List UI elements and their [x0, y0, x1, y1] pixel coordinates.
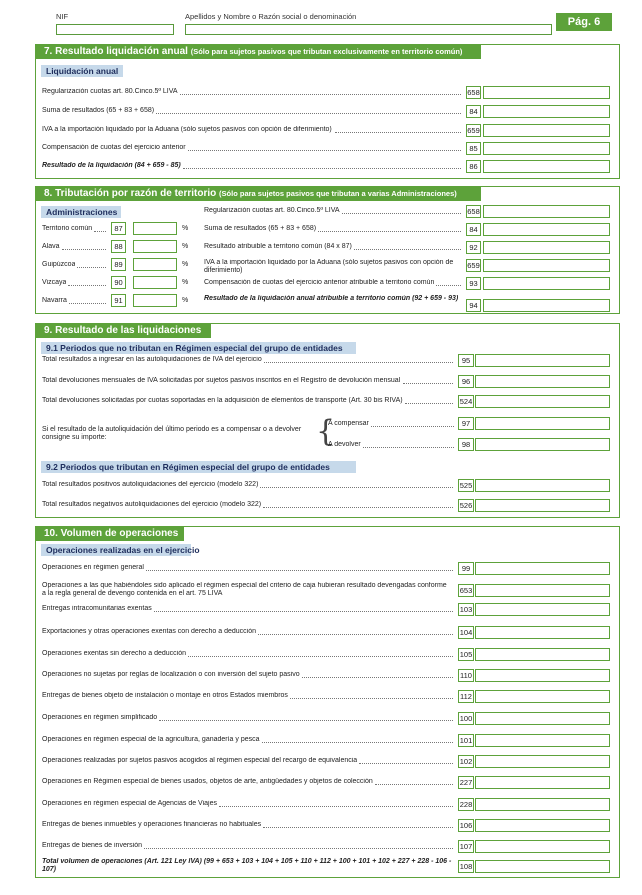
sec8-admin-row-89	[42, 261, 108, 274]
sec8-admin-label: Territorio común	[42, 225, 93, 232]
sec10-row-101-amount-field[interactable]	[475, 734, 610, 747]
sec9-2-row-526-row	[42, 501, 455, 514]
sec9-1-row-95-leader-dots	[264, 362, 453, 363]
sec8-right-row-658-label: Regularización cuotas art. 80.Cinco.5ª LIVA	[204, 207, 340, 214]
sec10-row-99-code: 99	[458, 562, 474, 575]
sec8-right-row-92-leader-dots	[354, 249, 461, 250]
sec8-right-row-658-code: 658	[467, 207, 480, 216]
section-10-subheader: Operaciones realizadas en el ejercicio	[41, 544, 191, 556]
sec9-1-row-96-leader-dots	[403, 383, 453, 384]
sec8-right-row-93-row	[204, 279, 463, 292]
sec9-1-row-524-code: 524	[459, 397, 473, 406]
section-8-title	[36, 187, 481, 201]
sec10-row-100-row	[42, 714, 455, 727]
sec7-row-84-amount-field[interactable]	[483, 105, 610, 118]
sec8-right-row-93-code: 93	[466, 277, 481, 290]
sec10-row-107-amount-field[interactable]	[475, 840, 610, 853]
section-7-subtitle: (Sólo para sujetos pasivos que tributan exclusivamente en territorio común)	[190, 47, 463, 56]
sec9-devolver-code: 98	[458, 438, 474, 451]
sec10-row-653-code: 653	[459, 586, 473, 595]
sec10-row-105-code: 105	[459, 650, 473, 659]
sec10-row-104-code: 104	[459, 628, 473, 637]
sec10-row-107-code: 107	[459, 842, 473, 851]
sec8-admin-label: Álava	[42, 243, 60, 250]
sec9-2-row-526-label: Total resultados negativos autoliquidaciones del ejercicio (modelo 322)	[42, 501, 262, 508]
sec9-brace: {	[316, 414, 336, 449]
sec10-row-112-leader-dots	[290, 698, 453, 699]
sec8-admin-code-88: 88	[111, 240, 126, 253]
sec7-row-85-leader-dots	[188, 150, 461, 151]
sec7-row-85-amount-field[interactable]	[483, 142, 610, 155]
sec8-admin-row-87	[42, 225, 108, 238]
sec10-row-99-amount-field[interactable]	[475, 562, 610, 575]
sec10-row-101-label: Operaciones en régimen especial de la agricultura, ganadería y pesca	[42, 736, 260, 743]
sec10-row-653-row	[42, 582, 455, 600]
sec10-row-101-leader-dots	[262, 742, 453, 743]
sec10-row-108-label: Total volumen de operaciones (Art. 121 Ley IVA) (99 + 653 + 103 + 104 + 105 + 110 + 112 + 100 + 101 + 102 + 227 + 228 - 106 - 107)	[42, 858, 452, 873]
sec7-row-85-row	[42, 144, 463, 157]
sec10-row-112-label: Entregas de bienes objeto de instalación o montaje en otros Estados miembros	[42, 692, 288, 699]
sec10-row-106-code: 106	[459, 821, 473, 830]
sec7-row-659-amount-field[interactable]	[483, 124, 610, 137]
sec7-row-659-row	[42, 126, 463, 139]
sec8-right-row-92-row	[204, 243, 463, 256]
sec10-row-107-row	[42, 842, 455, 855]
sec9-devolver-row	[328, 441, 456, 454]
sec9-compensar-code: 97	[458, 417, 474, 430]
sec7-row-659-label: IVA a la importación liquidado por la Aduana (sólo sujetos pasivos con opción de diferimiento)	[42, 126, 332, 133]
sec9-2-row-526-amount-field[interactable]	[475, 499, 610, 512]
section-8-subheader: Administraciones	[41, 206, 121, 218]
sec8-admin-leader-dots	[69, 303, 106, 304]
sec9-compensar-label: A compensar	[328, 420, 369, 427]
section-9-1-subheader: 9.1 Periodos que no tributan en Régimen especial del grupo de entidades	[41, 342, 356, 354]
sec10-row-104-row	[42, 628, 455, 641]
sec7-row-658-row	[42, 88, 463, 101]
sec9-devolver-leader-dots	[363, 447, 454, 448]
sec8-admin-leader-dots	[77, 267, 106, 268]
sec8-right-row-94-amount-field[interactable]	[483, 299, 610, 312]
sec8-admin-leader-dots	[68, 285, 106, 286]
name-label: Apellidos y Nombre o Razón social o denominación	[185, 12, 357, 21]
sec9-1-row-96-row	[42, 377, 455, 390]
sec9-1-row-95-row	[42, 356, 455, 369]
sec8-admin-percent-field-88[interactable]	[133, 240, 177, 253]
sec8-right-row-94-row	[204, 295, 463, 313]
sec8-right-row-84-code: 84	[466, 223, 481, 236]
sec8-right-row-94-code: 94	[466, 299, 481, 312]
sec8-right-row-658-amount-field[interactable]	[483, 205, 610, 218]
sec8-right-row-84-label: Suma de resultados (65 + 83 + 658)	[204, 225, 317, 232]
sec8-right-row-84-amount-field[interactable]	[483, 223, 610, 236]
sec9-devolver-label: A devolver	[328, 441, 361, 448]
sec10-row-110-amount-field[interactable]	[475, 669, 610, 682]
sec9-2-row-526-leader-dots	[263, 507, 453, 508]
sec10-row-228-row	[42, 800, 455, 813]
sec8-right-row-658-row	[204, 207, 463, 220]
section-7-subheader: Liquidación anual	[41, 65, 123, 77]
sec10-row-110-label: Operaciones no sujetas por reglas de localización o con inversión del sujeto pasivo	[42, 671, 300, 678]
sec8-right-row-659-label: IVA a la importación liquidado por la Aduana (sólo sujetos pasivos con opción de diferimiento)	[204, 259, 454, 274]
sec9-2-row-525-leader-dots	[260, 487, 453, 488]
sec7-row-86-row	[42, 162, 463, 175]
section-10-title: 10. Volumen de operaciones	[36, 527, 184, 541]
sec8-right-row-92-code: 92	[466, 241, 481, 254]
sec7-row-84-leader-dots	[156, 113, 461, 114]
sec8-admin-row-91	[42, 297, 108, 310]
sec9-compensar-row	[328, 420, 456, 433]
sec7-row-658-code: 658	[467, 88, 480, 97]
sec10-row-99-leader-dots	[146, 570, 453, 571]
sec10-row-107-leader-dots	[144, 848, 453, 849]
sec8-admin-code-89: 89	[111, 258, 126, 271]
name-field[interactable]	[185, 24, 552, 35]
sec10-row-108-row	[42, 858, 455, 876]
sec10-row-110-code: 110	[458, 669, 474, 682]
sec10-row-653-label: Operaciones a las que habiéndoles sido aplicado el régimen especial del criterio de caja hubieran resultado devengadas conforme a la regla general de devengo contenida en el art. 75 LIVA	[42, 582, 447, 597]
sec9-2-row-526-code: 526	[459, 501, 473, 510]
sec9-devolver-amount-field[interactable]	[475, 438, 610, 451]
nif-label: NIF	[56, 12, 69, 21]
sec7-row-659-leader-dots	[335, 132, 461, 133]
sec8-right-row-93-leader-dots	[436, 285, 461, 286]
sec7-row-84-label: Suma de resultados (65 + 83 + 658)	[42, 107, 155, 114]
sec8-admin-percent-field-91[interactable]	[133, 294, 177, 307]
sec10-row-227-row	[42, 778, 455, 791]
sec8-right-row-659-row	[204, 259, 463, 277]
sec8-admin-percent-field-89[interactable]	[133, 258, 177, 271]
section-8-title-text: 8. Tributación por razón de territorio	[44, 188, 217, 199]
sec8-admin-code-87: 87	[111, 222, 126, 235]
sec8-percent-symbol: %	[182, 225, 189, 232]
sec9-compensar-leader-dots	[371, 426, 454, 427]
sec7-row-84-row	[42, 107, 463, 120]
sec8-right-row-84-leader-dots	[318, 231, 461, 232]
sec10-row-106-leader-dots	[263, 827, 453, 828]
sec9-2-row-525-amount-field[interactable]	[475, 479, 610, 492]
sec8-admin-percent-field-87[interactable]	[133, 222, 177, 235]
sec10-row-100-code: 100	[459, 714, 473, 723]
sec10-row-105-label: Operaciones exentas sin derecho a deducción	[42, 650, 186, 657]
sec8-right-row-94-label: Resultado de la liquidación anual atribuible a territorio común (92 + 659 - 93)	[204, 295, 459, 302]
sec10-row-103-label: Entregas intracomunitarias exentas	[42, 605, 152, 612]
sec8-admin-leader-dots	[62, 249, 106, 250]
sec10-row-227-code: 227	[459, 778, 473, 787]
sec8-right-row-93-label: Compensación de cuotas del ejercicio anterior atribuible a territorio común	[204, 279, 435, 286]
sec10-row-105-row	[42, 650, 455, 663]
sec9-2-row-525-label: Total resultados positivos autoliquidaciones del ejercicio (modelo 322)	[42, 481, 259, 488]
sec7-row-85-label: Compensación de cuotas del ejercicio anterior	[42, 144, 186, 151]
sec10-row-227-label: Operaciones en Régimen especial de bienes usados, objetos de arte, antigüedades y objetos de colección	[42, 778, 373, 785]
sec10-row-107-label: Entregas de bienes de inversión	[42, 842, 143, 849]
sec7-row-85-code: 85	[466, 142, 481, 155]
sec8-right-row-92-amount-field[interactable]	[483, 241, 610, 254]
sec10-row-106-amount-field[interactable]	[475, 819, 610, 832]
sec7-row-658-label: Regularización cuotas art. 80.Cinco.5ª LIVA	[42, 88, 178, 95]
sec9-1-row-96-label: Total devoluciones mensuales de IVA solicitadas por sujetos pasivos inscritos en el Registro de devolución mensual	[42, 377, 401, 384]
sec8-percent-symbol: %	[182, 261, 189, 268]
sec10-row-108-amount-field[interactable]	[475, 860, 610, 873]
sec10-row-653-amount-field[interactable]	[475, 584, 610, 597]
sec9-1-row-524-amount-field[interactable]	[475, 395, 610, 408]
sec9-1-row-95-label: Total resultados a ingresar en las autoliquidaciones de IVA del ejercicio	[42, 356, 262, 363]
sec7-row-86-label: Resultado de la liquidación (84 + 659 - 85)	[42, 162, 181, 169]
sec10-row-102-amount-field[interactable]	[475, 755, 610, 768]
sec9-1-row-96-amount-field[interactable]	[475, 375, 610, 388]
sec10-row-102-row	[42, 757, 455, 770]
sec10-row-103-code: 103	[459, 605, 473, 614]
sec10-row-110-leader-dots	[302, 677, 453, 678]
sec8-right-row-84-row	[204, 225, 463, 238]
sec8-right-row-659-amount-field[interactable]	[483, 259, 610, 272]
sec10-row-106-row	[42, 821, 455, 834]
sec8-right-row-93-amount-field[interactable]	[483, 277, 610, 290]
sec10-row-227-leader-dots	[375, 784, 453, 785]
sec10-row-112-code: 112	[458, 690, 474, 703]
sec8-admin-row-88	[42, 243, 108, 256]
sec10-row-102-code: 102	[459, 757, 473, 766]
sec10-row-110-row	[42, 671, 455, 684]
sec7-row-86-leader-dots	[183, 168, 461, 169]
sec10-row-102-leader-dots	[359, 763, 453, 764]
sec10-row-228-code: 228	[459, 800, 473, 809]
sec10-row-105-amount-field[interactable]	[475, 648, 610, 661]
sec8-admin-label: Navarra	[42, 297, 67, 304]
sec10-row-103-row	[42, 605, 455, 618]
sec10-row-99-row	[42, 564, 455, 577]
sec8-admin-percent-field-90[interactable]	[133, 276, 177, 289]
sec10-row-101-code: 101	[459, 736, 473, 745]
sec8-right-row-658-leader-dots	[342, 213, 461, 214]
sec8-right-row-659-code: 659	[467, 261, 480, 270]
sec9-1-row-524-label: Total devoluciones solicitadas por cuotas soportadas en la adquisición de elementos de transporte (Art. 30 bis RIVA)	[42, 397, 403, 404]
section-7-title-text: 7. Resultado liquidación anual	[44, 46, 188, 57]
sec10-row-112-amount-field[interactable]	[475, 690, 610, 703]
sec7-row-84-code: 84	[466, 105, 481, 118]
sec9-1-row-95-amount-field[interactable]	[475, 354, 610, 367]
sec8-admin-label: Guipúzcoa	[42, 261, 76, 268]
sec8-admin-label: Vizcaya	[42, 279, 67, 286]
sec10-row-108-code: 108	[459, 862, 473, 871]
sec8-admin-code-90: 90	[111, 276, 126, 289]
section-9-2-subheader: 9.2 Periodos que tributan en Régimen especial del grupo de entidades	[41, 461, 356, 473]
sec7-row-86-code: 86	[466, 160, 481, 173]
section-7-title	[36, 45, 481, 59]
sec10-row-103-leader-dots	[154, 611, 453, 612]
sec8-percent-symbol: %	[182, 279, 189, 286]
sec8-percent-symbol: %	[182, 297, 189, 304]
sec8-admin-row-90	[42, 279, 108, 292]
sec10-row-102-label: Operaciones realizadas por sujetos pasivos acogidos al régimen especial del recargo de equivalencia	[42, 757, 358, 764]
sec7-row-659-code: 659	[467, 126, 480, 135]
nif-field[interactable]	[56, 24, 174, 35]
sec10-row-228-leader-dots	[219, 806, 453, 807]
sec7-row-658-leader-dots	[180, 94, 461, 95]
sec10-row-228-label: Operaciones en régimen especial de Agencias de Viajes	[42, 800, 217, 807]
sec9-1-row-524-leader-dots	[405, 403, 453, 404]
sec10-row-99-label: Operaciones en régimen general	[42, 564, 144, 571]
sec10-row-104-amount-field[interactable]	[475, 626, 610, 639]
sec9-1-row-524-row	[42, 397, 455, 410]
sec7-row-86-amount-field[interactable]	[483, 160, 610, 173]
sec10-row-100-amount-field[interactable]	[475, 712, 610, 725]
sec8-admin-leader-dots	[94, 231, 106, 232]
sec10-row-106-label: Entregas de bienes inmuebles y operaciones financieras no habituales	[42, 821, 262, 828]
sec9-1-row-96-code: 96	[458, 375, 474, 388]
sec10-row-105-leader-dots	[188, 656, 453, 657]
sec9-2-row-525-code: 525	[459, 481, 473, 490]
section-9-title: 9. Resultado de las liquidaciones	[36, 324, 211, 338]
sec9-last-period-label: Si el resultado de la autoliquidación del último periodo es a compensar o a devolver consigne su importe:	[42, 426, 302, 441]
sec9-1-row-95-code: 95	[458, 354, 474, 367]
sec10-row-227-amount-field[interactable]	[475, 776, 610, 789]
sec7-row-658-amount-field[interactable]	[483, 86, 610, 99]
sec10-row-112-row	[42, 692, 455, 705]
sec8-right-row-92-label: Resultado atribuible a territorio común (84 x 87)	[204, 243, 352, 250]
sec9-compensar-amount-field[interactable]	[475, 417, 610, 430]
sec8-admin-code-91: 91	[111, 294, 126, 307]
sec9-2-row-525-row	[42, 481, 455, 494]
page-number-badge: Pág. 6	[556, 13, 612, 31]
sec10-row-228-amount-field[interactable]	[475, 798, 610, 811]
sec10-row-103-amount-field[interactable]	[475, 603, 610, 616]
section-8-subtitle: (Sólo para sujetos pasivos que tributan a varias Administraciones)	[219, 189, 457, 198]
sec10-row-104-label: Exportaciones y otras operaciones exentas con derecho a deducción	[42, 628, 257, 635]
sec10-row-100-label: Operaciones en régimen simplificado	[42, 714, 158, 721]
sec10-row-101-row	[42, 736, 455, 749]
sec8-percent-symbol: %	[182, 243, 189, 250]
sec10-row-104-leader-dots	[258, 634, 453, 635]
sec10-row-100-leader-dots	[159, 720, 453, 721]
